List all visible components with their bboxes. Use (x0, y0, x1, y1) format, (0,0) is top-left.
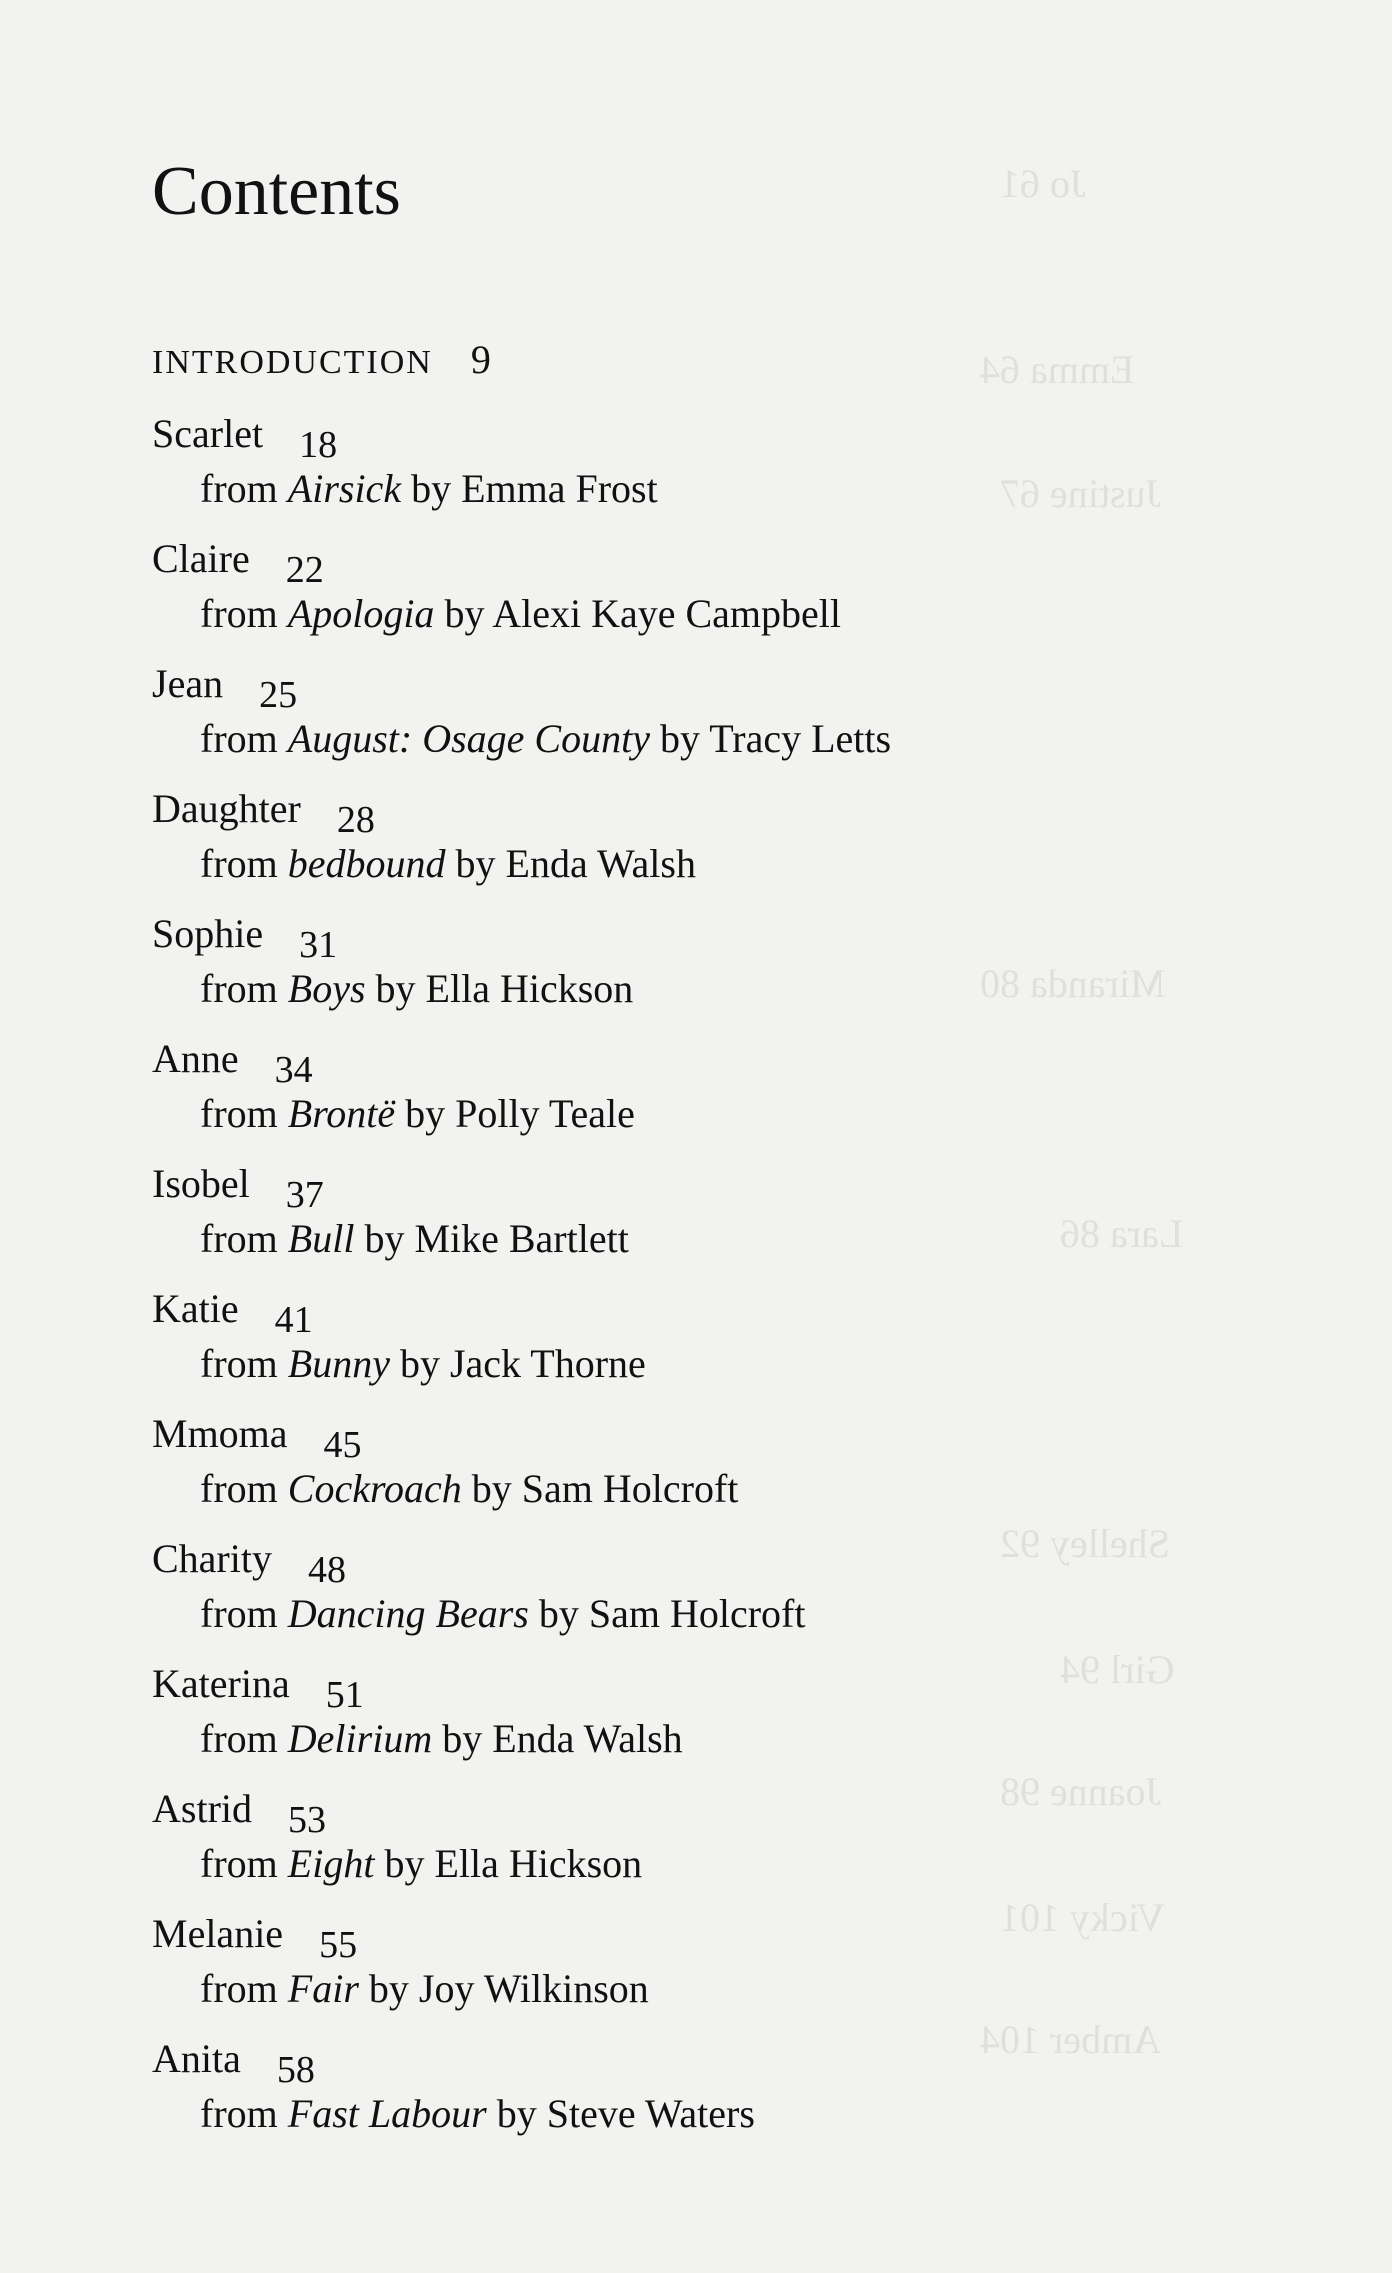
from-word: from (200, 1841, 278, 1886)
page-title: Contents (152, 153, 401, 230)
page-number: 25 (259, 674, 298, 716)
from-word: from (200, 1591, 278, 1636)
character-name: Jean (152, 661, 224, 706)
page-number: 53 (288, 1799, 326, 1841)
play-title: Eight (287, 1841, 375, 1886)
play-title: Fast Labour (287, 2091, 487, 2136)
page-number: 48 (307, 1549, 346, 1591)
character-name: Mmoma (152, 1411, 288, 1456)
bleed-through-decoration: Shelley 92 (1000, 1521, 1170, 1566)
contents-entry (152, 785, 696, 888)
playwright: by Ella Hickson (384, 1841, 643, 1886)
play-title: Fair (287, 1966, 359, 2011)
from-word: from (200, 966, 278, 1011)
playwright: by Enda Walsh (455, 841, 696, 886)
bleed-through-decoration: Girl 94 (1060, 1647, 1175, 1692)
playwright: by Sam Holcroft (538, 1591, 806, 1636)
contents-entry (152, 1035, 635, 1138)
page-number: 51 (325, 1674, 364, 1716)
from-word: from (200, 1216, 278, 1261)
contents-entry (152, 1660, 683, 1763)
play-title: Boys (287, 966, 366, 1011)
playwright: by Joy Wilkinson (368, 1966, 649, 2011)
character-name: Melanie (152, 1911, 284, 1956)
character-name: Katerina (152, 1661, 290, 1706)
playwright: by Polly Teale (405, 1091, 635, 1136)
playwright: by Jack Thorne (399, 1341, 646, 1386)
character-name: Isobel (152, 1161, 250, 1206)
contents-entry (152, 1160, 629, 1263)
play-title: bedbound (287, 841, 446, 886)
page-number: 45 (323, 1424, 362, 1466)
from-word: from (200, 1466, 278, 1511)
from-word: from (200, 1716, 278, 1761)
contents-entry (152, 1410, 738, 1513)
play-title: Bull (287, 1216, 355, 1261)
contents-entry (152, 1535, 805, 1638)
contents-entry (152, 2035, 755, 2138)
contents-entry (152, 660, 891, 763)
from-word: from (200, 1341, 278, 1386)
playwright: by Steve Waters (496, 2091, 755, 2136)
from-word: from (200, 1091, 278, 1136)
playwright: by Mike Bartlett (364, 1216, 629, 1261)
character-name: Charity (152, 1536, 272, 1581)
contents-entry (152, 1910, 649, 2013)
bleed-through-decoration: Amber 104 (980, 2017, 1162, 2062)
play-title: Apologia (287, 591, 435, 636)
from-word: from (200, 466, 278, 511)
page-number: 34 (274, 1049, 313, 1091)
page-number: 18 (299, 424, 338, 466)
page-number: 22 (285, 549, 324, 591)
introduction-page-number: 9 (470, 337, 491, 382)
play-title: Airsick (287, 466, 402, 511)
contents-entry (152, 910, 633, 1013)
play-title: Cockroach (287, 1466, 462, 1511)
contents-entry (152, 535, 841, 638)
playwright: by Ella Hickson (375, 966, 634, 1011)
page-number: 41 (274, 1299, 313, 1341)
contents-entry (152, 1785, 642, 1888)
from-word: from (200, 716, 278, 761)
page-number: 58 (276, 2049, 315, 2091)
page-number: 37 (285, 1174, 324, 1216)
bleed-through-decoration: Miranda 80 (980, 961, 1166, 1006)
character-name: Astrid (152, 1786, 252, 1831)
bleed-through-decoration: Emma 64 (980, 347, 1135, 392)
page-number: 31 (299, 924, 338, 966)
bleed-through-decoration: Justine 67 (1000, 471, 1162, 516)
character-name: Anne (152, 1036, 239, 1081)
introduction-label: INTRODUCTION (152, 344, 433, 381)
play-title: Delirium (287, 1716, 433, 1761)
character-name: Scarlet (152, 411, 264, 456)
from-word: from (200, 1966, 278, 2011)
play-title: August: Osage County (287, 716, 650, 761)
from-word: from (200, 841, 278, 886)
bleed-through-decoration: Jo 61 (1000, 161, 1086, 206)
playwright: by Alexi Kaye Campbell (444, 591, 842, 636)
playwright: by Enda Walsh (442, 1716, 683, 1761)
play-title: Brontë (287, 1091, 396, 1136)
bleed-through-decoration: Joanne 98 (1000, 1769, 1162, 1814)
play-title: Dancing Bears (287, 1591, 529, 1636)
playwright: by Tracy Letts (659, 716, 892, 761)
page-number: 28 (336, 799, 375, 841)
page-number: 55 (319, 1924, 358, 1966)
character-name: Daughter (152, 786, 301, 831)
from-word: from (200, 591, 278, 636)
character-name: Sophie (152, 911, 264, 956)
bleed-through-decoration: Vicky 101 (1000, 1895, 1166, 1940)
bleed-through-decoration: Lara 86 (1060, 1211, 1184, 1256)
playwright: by Sam Holcroft (471, 1466, 739, 1511)
introduction-entry (152, 336, 491, 383)
character-name: Claire (152, 536, 250, 581)
contents-entry (152, 1285, 646, 1388)
character-name: Anita (152, 2036, 241, 2081)
contents-entry (152, 410, 658, 513)
play-title: Bunny (287, 1341, 390, 1386)
from-word: from (200, 2091, 278, 2136)
character-name: Katie (152, 1286, 239, 1331)
playwright: by Emma Frost (411, 466, 658, 511)
